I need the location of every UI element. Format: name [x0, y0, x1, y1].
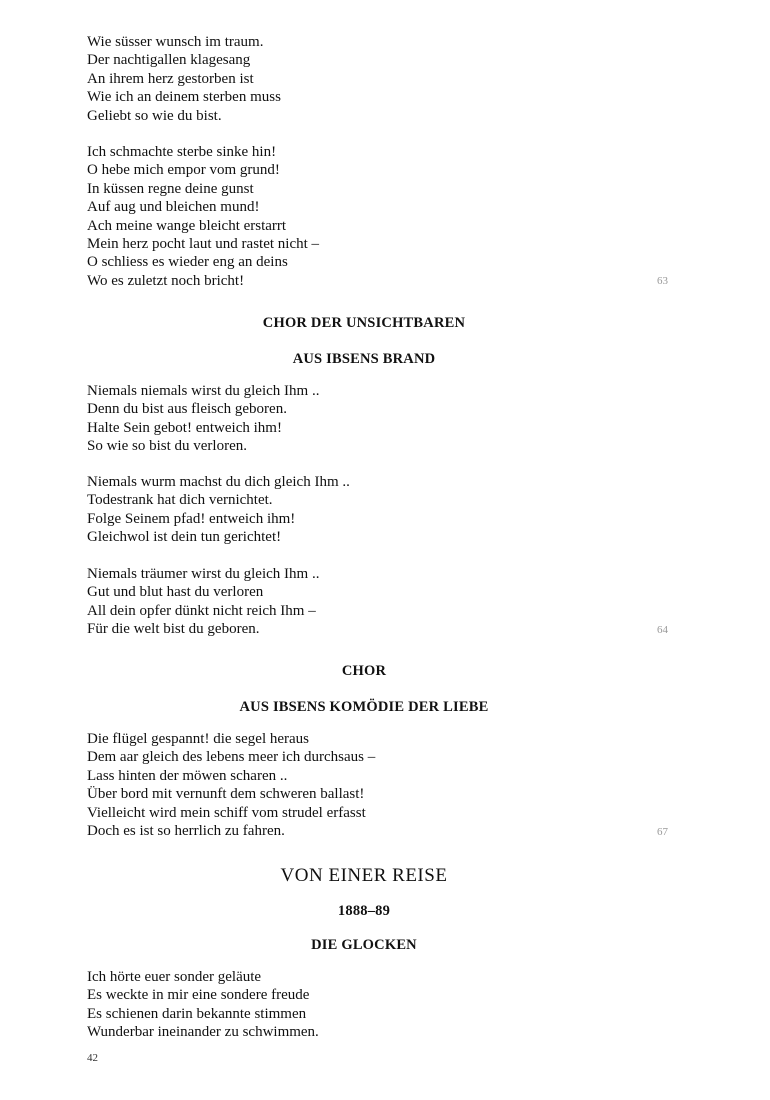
poem-title: DIE GLOCKEN: [311, 937, 417, 953]
verse-line: Vielleicht wird mein schiff vom strudel erfasst: [87, 804, 366, 821]
stanza-7: [87, 968, 319, 1042]
stanza-3: [87, 382, 319, 456]
verse-line: Niemals träumer wirst du gleich Ihm ..: [87, 566, 320, 582]
verse-line: Geliebt so wie du bist.: [87, 107, 222, 124]
verse-line: Folge Seinem pfad! entweich ihm!: [87, 510, 296, 527]
stanza-4: [87, 473, 350, 547]
verse-line: Gut und blut hast du verloren: [87, 584, 264, 601]
poem-cycle-title: VON EINER REISE: [280, 865, 448, 886]
section-heading: CHOR: [341, 663, 387, 679]
verse-line: Wo es zuletzt noch bricht!: [87, 272, 245, 289]
verse-line: Auf aug und bleichen mund!: [87, 199, 260, 216]
verse-line: Doch es ist so herrlich zu fahren.: [87, 823, 285, 840]
stanza-1: [87, 33, 281, 125]
verse-line: Die flügel gespannt! die segel heraus: [87, 731, 310, 747]
verse-line: Für die welt bist du geboren.: [87, 621, 260, 638]
verse-line: Niemals niemals wirst du gleich Ihm ..: [87, 383, 320, 399]
verse-line: Ich schmachte sterbe sinke hin!: [87, 144, 277, 160]
verse-line: O hebe mich empor vom grund!: [87, 162, 280, 179]
verse-line: Über bord mit vernunft dem schweren ballast!: [87, 786, 365, 803]
verse-line: All dein opfer dünkt nicht reich Ihm –: [87, 602, 316, 619]
verse-line: Mein herz pocht laut und rastet nicht –: [87, 236, 320, 253]
line-number: 67: [657, 826, 668, 838]
verse-line: Wie süsser wunsch im traum.: [87, 34, 264, 50]
poem-cycle-years: 1888–89: [337, 903, 391, 919]
stanza-5: [87, 565, 319, 639]
verse-line: Der nachtigallen klagesang: [87, 52, 251, 69]
verse-line: So wie so bist du verloren.: [87, 438, 247, 455]
verse-line: Ach meine wange bleicht erstarrt: [87, 217, 287, 234]
verse-line: Es weckte in mir eine sondere freude: [87, 987, 310, 1004]
verse-line: Denn du bist aus fleisch geboren.: [87, 401, 287, 418]
verse-line: In küssen regne deine gunst: [87, 180, 254, 197]
verse-line: O schliess es wieder eng an deins: [87, 254, 288, 271]
verse-line: Dem aar gleich des lebens meer ich durchsaus –: [87, 749, 376, 766]
verse-line: Lass hinten der möwen scharen ..: [87, 767, 288, 784]
section-subheading: AUS IBSENS BRAND: [292, 351, 436, 367]
line-number: 63: [657, 275, 668, 287]
section-subheading: AUS IBSENS KOMÖDIE DER LIEBE: [239, 699, 489, 715]
verse-line: Wie ich an deinem sterben muss: [87, 89, 281, 106]
verse-line: Es schienen darin bekannte stimmen: [87, 1005, 307, 1022]
section-heading: CHOR DER UNSICHTBAREN: [262, 315, 466, 331]
stanza-2: [87, 143, 319, 290]
verse-line: Niemals wurm machst du dich gleich Ihm ..: [87, 474, 350, 490]
line-number: 64: [657, 624, 668, 636]
verse-line: Gleichwol ist dein tun gerichtet!: [87, 529, 282, 546]
verse-line: An ihrem herz gestorben ist: [87, 70, 254, 87]
verse-line: Wunderbar ineinander zu schwimmen.: [87, 1024, 319, 1041]
page-number: 42: [87, 1052, 98, 1064]
stanza-6: [87, 730, 375, 840]
verse-line: Halte Sein gebot! entweich ihm!: [87, 419, 282, 436]
verse-line: Ich hörte euer sonder geläute: [87, 969, 262, 985]
verse-line: Todestrank hat dich vernichtet.: [87, 492, 273, 509]
